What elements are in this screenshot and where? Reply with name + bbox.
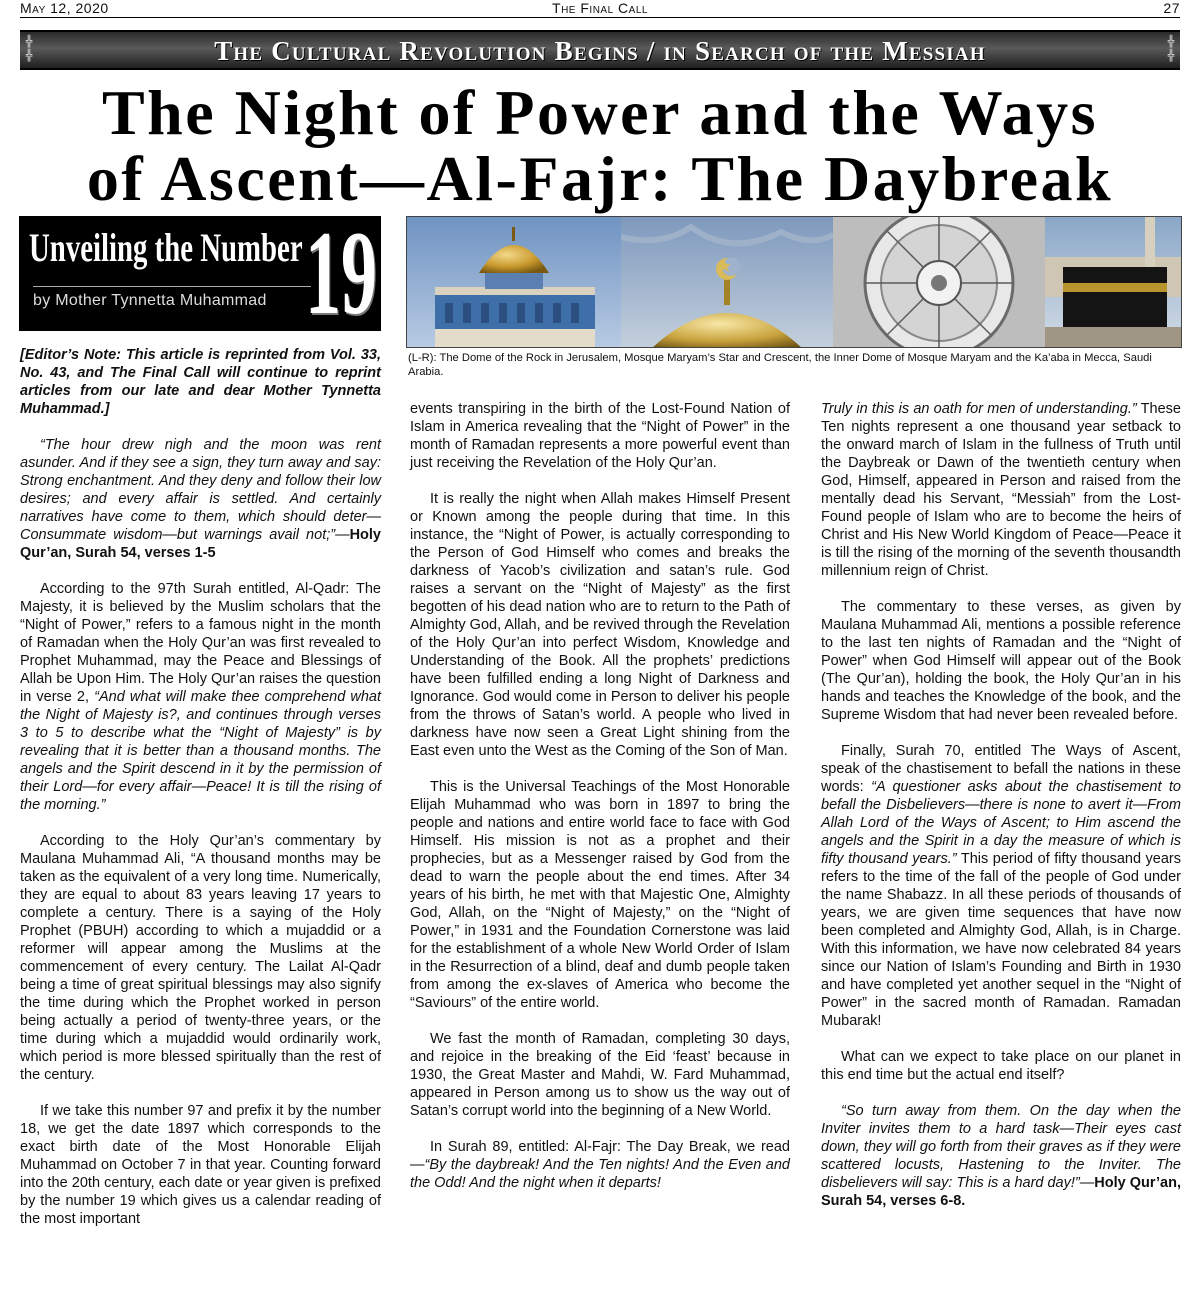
- paragraph: It is really the night when Allah makes Himself Present or Known among the people during that time. In this instance, the “Night of Power, is actually corresponding to the Person of God Himself who comes and breaks the darkness of Yacob’s civilization and satan’s rule. God raises a servant on the “Night of Majesty” as the first begotten of his dead nation who are to return to the Path of Almighty God, Allah, and be revived through the Revelation of the Holy Qur’an into perfect Wisdom, Knowledge and Understanding of the Book. All the prophets’ predictions have been fulfilled ending a long Night of Darkness and Ignorance. God would come in Person to deliver his people from the throws of Satan’s world. A people who lived in darkness have now seen a Great Light shining from the East even unto the West as the Coming of the Son of Man.: [410, 491, 790, 759]
- paragraph: [821, 742, 1181, 1030]
- column-logo-divider: [33, 286, 311, 287]
- photo-caption: (L-R): The Dome of the Rock in Jerusalem, Mosque Maryam’s Star and Crescent, the Inner Dome of Mosque Maryam and the Ka’aba in Mecca, Saudi Arabia.: [408, 352, 1152, 378]
- kaaba-photo: [1045, 217, 1182, 348]
- section-banner: [20, 30, 1180, 70]
- paragraph-text: These Ten nights represent a one thousand year setback to the onward march of Islam in the fullness of Truth until the Daybreak or Dawn of the twentieth century when God, Himself, appeared in Person and raised from the mentally dead his Servant, “Messiah” from the Lost-Found people of Islam who are to become the heirs of Christ and His New World Kingdom of Peace—Peace it is till the rising of the morning of the seventh thousandth millennium reign of Christ.: [821, 401, 1181, 579]
- paragraph-quote: “And what will make thee comprehend what the Night of Majesty is?, and continues through verses 3 to 5 to describe what the “Night of Majesty” is by revealing that it is better than a thousand months. The angels and the Spirit descend in it by the permission of their Lord—for every affair—Peace! It is till the rising of the morning.”: [20, 689, 381, 813]
- opening-quote-source: Holy Qur’an, Surah 54, verses 1-5: [20, 527, 381, 561]
- closing-quote-source: Holy Qur’an, Surah 54, verses 6-8.: [821, 1175, 1181, 1209]
- photo-strip: [406, 216, 1182, 348]
- headline-line-2: of Ascent—Al-Fajr: The Daybreak: [86, 143, 1114, 214]
- column-logo-title: Unveiling the Number: [29, 225, 303, 270]
- closing-quote-text: “So turn away from them. On the day when the Inviter invites them to a hard task—Their eyes cast down, they will go forth from their graves as if they were scattered locusts, Hastening to the Inviter. The disbelievers will say: This is a hard day!”—: [821, 1103, 1181, 1191]
- section-banner-text: The Cultural Revolution Begins / in Search of the Messiah: [214, 36, 986, 66]
- publication-name: The Final Call: [552, 0, 648, 16]
- knot-ornament-icon: ╬ ╬: [1167, 35, 1175, 62]
- column-logo-byline: by Mother Tynnetta Muhammad: [33, 292, 267, 309]
- inner-dome-photo: [833, 217, 1045, 348]
- article-column-2: [410, 400, 790, 1192]
- paragraph-text: This period of fifty thousand years refers to the time of the fall of the people of God under the name Shabazz. In all these periods of thousands of years, we are given time sequences that have now been completed and Almighty God, Allah, is in Charge. With this information, we have now celebrated 84 years since our Nation of Islam’s Founding and Birth in 1930 and have completed yet another sequel in the “Night of Power” in the sacred month of Ramadan. Ramadan Mubarak!: [821, 851, 1182, 1029]
- knot-ornament-icon: ╬ ╬: [25, 35, 33, 62]
- paragraph: What can we expect to take place on our planet in this end time but the actual end itself?: [821, 1049, 1181, 1083]
- article-column-3: [821, 400, 1181, 1210]
- column-logo-number: 19: [305, 216, 377, 331]
- paragraph: This is the Universal Teachings of the Most Honorable Elijah Muhammad who was born in 1897 to bring the people and nations and entire world face to face with God Himself. His mission is not as a prophet and their prophecies, but as a Messenger raised by God from the dead to warn the people about the end times. After 34 years of his birth, he met with that Majestic One, Almighty God, Allah, on the “Night of Majesty,” on the “Night of Power,” in 1931 and the Foundation Cornerstone was laid for the establishment of a whole New World Order of Islam in the Resurrection of a blind, deaf and dumb people taken from among the ex-slaves of America who become the “Saviours” of the entire world.: [410, 779, 790, 1011]
- opening-quote-text: “The hour drew nigh and the moon was rent asunder. And if they see a sign, they turn away and say: Strong enchantment. And they deny and follow their low desires; and every affair is settled. And certainly narratives have come to them, which should deter—Consummate wisdom—but warnings avail not;”—: [20, 437, 381, 543]
- closing-quote: [821, 1102, 1181, 1210]
- paragraph: events transpiring in the birth of the Lost-Found Nation of Islam in America revealing that the “Night of Power” in the month of Ramadan represents a more powerful event than just receiving the Revelation of the Holy Qur’an.: [410, 401, 790, 471]
- paragraph-text: Finally, Surah 70, entitled The Ways of Ascent, speak of the chastisement to befall the nations in these words:: [821, 743, 1181, 795]
- star-and-crescent-photo: [621, 217, 833, 348]
- paragraph-text: In Surah 89, entitled: Al-Fajr: The Day Break, we read—: [410, 1139, 790, 1173]
- paragraph: According to the Holy Qur’an’s commentary by Maulana Muhammad Ali, “A thousand months may be taken as the equivalent of a very long time. Numerically, they are equal to about 83 years leaving 17 years to complete a century. There is a saying of the Holy Prophet (PBUH) according to which a mujaddid or a reformer will appear among the Muslims at the commencement of every century. The Lailat Al-Qadr being a time of great spiritual blessings may also signify the time during which the Prophet worked in person being actually a period of twenty-three years, or the time during which a mujaddid would ordinarily work, which period is more blessed spiritually than the rest of the century.: [20, 833, 381, 1083]
- paragraph-quote: “By the daybreak! And the Ten nights! And the Even and the Odd! And the night when it departs!: [410, 1157, 790, 1191]
- opening-quote: [20, 436, 381, 562]
- article-headline: [10, 77, 1190, 214]
- page-number: 27: [1163, 0, 1180, 16]
- paragraph: The commentary to these verses, as given by Maulana Muhammad Ali, mentions a possible reference to the last ten nights of Ramadan and the “Night of Power” when God Himself will appear out of the Book (The Qur’an), holding the book, the Holy Qur’an in his hands and teaches the Knowledge of the book, and the Supreme Wisdom that had never been revealed before.: [821, 599, 1181, 723]
- editors-note: [Editor’s Note: This article is reprinted from Vol. 33, No. 43, and The Final Call will continue to reprint articles from our late and dear Mother Tynnetta Muhammad.]: [20, 347, 381, 417]
- paragraph: If we take this number 97 and prefix it by the number 18, we get the date 1897 which corresponds to the exact birth date of the Most Honorable Elijah Muhammad on October 7 in that year. Counting forward into the 20th century, each date or year given is prefixed by the number 19 which gives us a calendar reading of the most important: [20, 1103, 381, 1227]
- column-logo: [19, 216, 381, 331]
- paragraph: We fast the month of Ramadan, completing 30 days, and rejoice in the breaking of the Eid ‘feast’ because in 1930, the Great Master and Mahdi, W. Fard Muhammad, appeared in Person among us to show us the way out of Satan’s corrupt world into the beginning of a New World.: [410, 1031, 790, 1119]
- running-header: [20, 0, 1180, 18]
- paragraph: [20, 580, 381, 814]
- paragraph-text: According to the 97th Surah entitled, Al-Qadr: The Majesty, it is believed by the Muslim scholars that the “Night of Power,” refers to a famous night in the month of Ramadan when the Holy Qur’an was first revealed to Prophet Muhammad, may the Peace and Blessings of Allah be Upon Him. The Holy Qur’an raises the question in verse 2,: [20, 581, 381, 705]
- article-column-1: [20, 346, 381, 1228]
- paragraph: [821, 400, 1181, 580]
- headline-line-1: The Night of Power and the Ways: [101, 77, 1099, 148]
- dome-of-the-rock-photo: [407, 217, 621, 348]
- issue-date: May 12, 2020: [20, 0, 109, 16]
- paragraph-quote: “A questioner asks about the chastisement to befall the Disbelievers—there is none to avert it—From Allah Lord of the Ways of Ascent; to Him ascend the angels and the Spirit in a day the measure of which is fifty thousand years.”: [821, 779, 1181, 867]
- paragraph: [410, 1138, 790, 1192]
- paragraph-quote: Truly in this is an oath for men of understanding.”: [821, 401, 1137, 417]
